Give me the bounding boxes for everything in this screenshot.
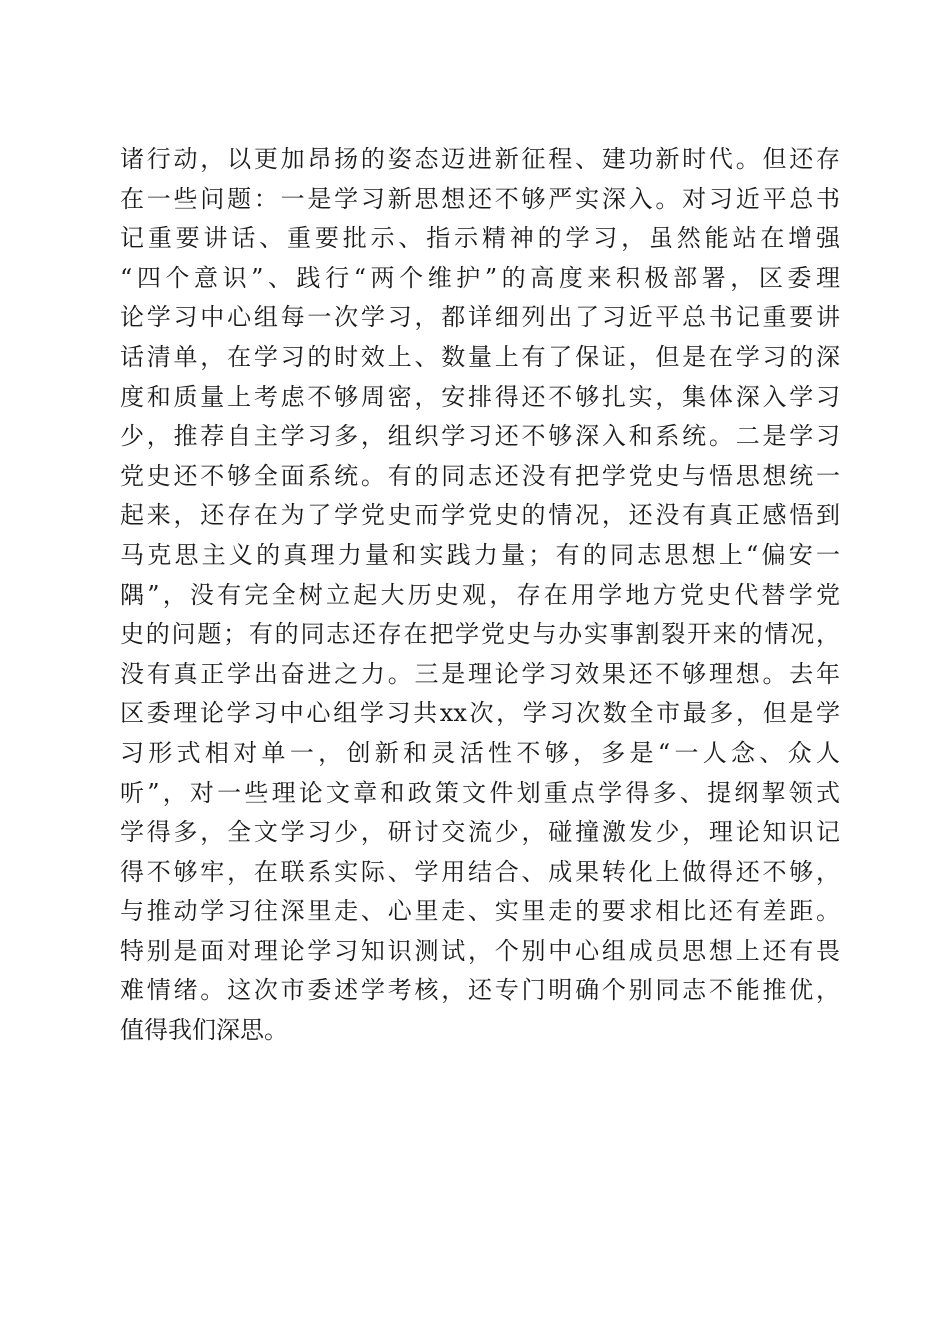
text-line-8: 少，推荐自主学习多，组织学习还不够深入和系统。二是学习 — [120, 422, 840, 451]
text-line-20: 与推动学习往深里走、心里走、实里走的要求相比还有差距。 — [120, 897, 840, 926]
text-line-4: “四个意识”、践行“两个维护”的高度来积极部署，区委理 — [120, 263, 840, 292]
text-line-3: 记重要讲话、重要批示、指示精神的学习，虽然能站在增强 — [120, 224, 840, 253]
text-line-13: 史的问题；有的同志还存在把学党史与办实事割裂开来的情况， — [120, 620, 840, 649]
text-line-21: 特别是面对理论学习知识测试，个别中心组成员思想上还有畏 — [120, 936, 840, 965]
text-line-18: 学得多，全文学习少，研讨交流少，碰撞激发少，理论知识记 — [120, 818, 840, 847]
text-line-17: 听”，对一些理论文章和政策文件划重点学得多、提纲挈领式 — [120, 778, 840, 807]
text-line-10: 起来，还存在为了学党史而学党史的情况，还没有真正感悟到 — [120, 501, 840, 530]
text-line-19: 得不够牢，在联系实际、学用结合、成果转化上做得还不够， — [120, 857, 840, 886]
body-text — [120, 140, 840, 1051]
text-line-16: 习形式相对单一，创新和灵活性不够，多是“一人念、众人 — [120, 738, 840, 767]
text-line-6: 话清单，在学习的时效上、数量上有了保证，但是在学习的深 — [120, 342, 840, 371]
text-line-15: 区委理论学习中心组学习共xx次，学习次数全市最多，但是学 — [120, 699, 840, 728]
text-line-5: 论学习中心组每一次学习，都详细列出了习近平总书记重要讲 — [120, 303, 840, 332]
text-line-22: 难情绪。这次市委述学考核，还专门明确个别同志不能推优， — [120, 976, 840, 1005]
text-line-2: 在一些问题：一是学习新思想还不够严实深入。对习近平总书 — [120, 184, 840, 213]
text-line-23: 值得我们深思。 — [120, 1016, 288, 1045]
text-line-1: 诸行动，以更加昂扬的姿态迈进新征程、建功新时代。但还存 — [120, 145, 840, 173]
text-line-14: 没有真正学出奋进之力。三是理论学习效果还不够理想。去年 — [120, 659, 840, 688]
text-line-7: 度和质量上考虑不够周密，安排得还不够扎实，集体深入学习 — [120, 382, 840, 411]
text-line-9: 党史还不够全面系统。有的同志还没有把学党史与悟思想统一 — [120, 461, 840, 490]
text-line-11: 马克思主义的真理力量和实践力量；有的同志思想上“偏安一 — [120, 540, 840, 569]
text-line-12: 隅”，没有完全树立起大历史观，存在用学地方党史代替学党 — [120, 580, 840, 609]
